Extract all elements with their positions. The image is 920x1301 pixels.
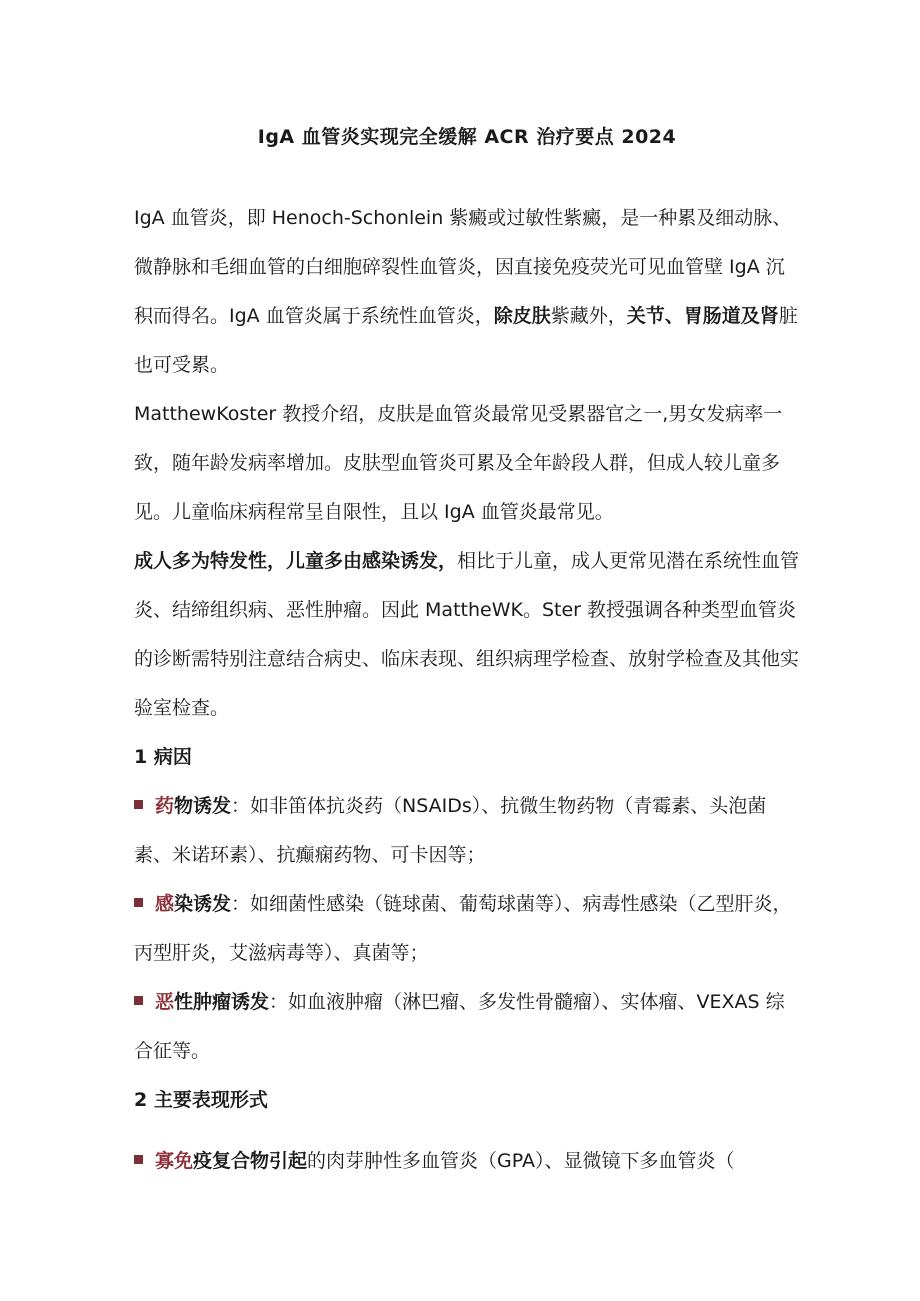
bullet-item bbox=[134, 1137, 800, 1186]
paragraph-koster: MatthewKoster 教授介绍，皮肤是血管炎最常见受累器官之一,男女发病率一致，随年龄发病率增加。皮肤型血管炎可累及全年龄段人群，但成人较儿童多见。儿童临床病程常呈自限性，且以 IgA 血管炎最常见。 bbox=[134, 403, 783, 523]
document-title: IgA 血管炎实现完全缓解 ACR 治疗要点 2024 bbox=[257, 126, 677, 148]
paragraph-adult-child bbox=[134, 537, 800, 733]
bold-text: 除皮肤 bbox=[493, 305, 551, 327]
square-bullet-icon bbox=[134, 996, 143, 1005]
text: 紫藏外， bbox=[550, 305, 627, 327]
text: IgA 血管炎，即 Henoch-Schonlein 紫癜或过敏性紫癜，是一种累及细动脉、微静脉和毛细血管的白细胞碎裂性血管炎，因直接免疫荧光可见血管壁 IgA 沉积而得名。IgA 血管炎属于系统性血管炎， bbox=[134, 207, 792, 327]
text: 脏也可受累。 bbox=[134, 305, 798, 376]
bold-text: 成人多为特发性，儿童多由感染诱发， bbox=[134, 550, 458, 572]
bullet-item bbox=[134, 880, 800, 978]
section-heading-manifestations: 2 主要表现形式 bbox=[134, 1089, 268, 1111]
bold-text: 物诱发 bbox=[174, 795, 232, 817]
highlight-text: 恶 bbox=[155, 991, 175, 1013]
text: 的肉芽肿性多血管炎（GPA）、显微镜下多血管炎（ bbox=[307, 1150, 735, 1172]
bold-text: 性肿瘤诱发 bbox=[174, 991, 270, 1013]
text: 相比于儿童，成人更常见潜在系统性血管炎、结缔组织病、恶性肿瘤。因此 MattheWK。Ster 教授强调各种类型血管炎的诊断需特别注意结合病史、临床表现、组织病理学检查、放射学检查及其他实验室检查。 bbox=[134, 550, 800, 719]
text: ：如非笛体抗炎药（NSAIDs）、抗微生物药物（青霉素、头泡菌素、米诺环素）、抗癫痫药物、可卡因等； bbox=[134, 795, 767, 866]
paragraph-intro bbox=[134, 194, 800, 390]
bold-text: 染诱发 bbox=[174, 893, 232, 915]
highlight-text: 感 bbox=[155, 893, 175, 915]
bullet-item bbox=[134, 782, 800, 880]
square-bullet-icon bbox=[134, 800, 143, 809]
highlight-text: 寡免 bbox=[155, 1150, 194, 1172]
bold-text: 疫复合物引起 bbox=[193, 1150, 308, 1172]
bold-text: 关节、胃肠道及肾 bbox=[626, 305, 779, 327]
square-bullet-icon bbox=[134, 898, 143, 907]
text: ：如血液肿瘤（淋巴瘤、多发性骨髓瘤）、实体瘤、VEXAS 综合征等。 bbox=[134, 991, 785, 1062]
highlight-text: 药 bbox=[155, 795, 175, 817]
text: ：如细菌性感染（链球菌、葡萄球菌等）、病毒性感染（乙型肝炎，丙型肝炎，艾滋病毒等）、真菌等； bbox=[134, 893, 792, 964]
bullet-item bbox=[134, 978, 800, 1076]
square-bullet-icon bbox=[134, 1155, 143, 1164]
section-heading-causes: 1 病因 bbox=[134, 746, 192, 768]
